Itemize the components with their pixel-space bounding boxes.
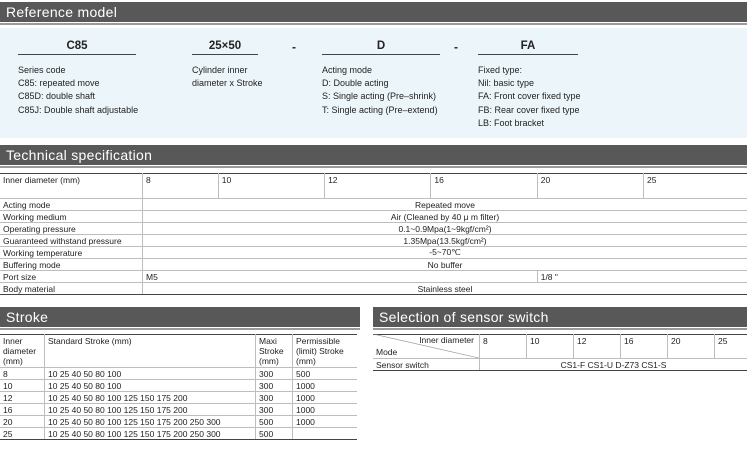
series-code: C85 — [18, 40, 136, 55]
stroke-header: Stroke — [0, 307, 360, 327]
table-row — [0, 223, 747, 235]
standard-stroke-cell: 10 25 40 50 80 100 125 150 175 200 — [45, 404, 256, 416]
desc-line: Acting mode — [322, 65, 373, 75]
spec-label: Port size — [0, 271, 143, 283]
port-size-large: 1/8 " — [537, 271, 747, 283]
diameter-cell: 12 — [0, 392, 45, 404]
limit-stroke-cell: 1000 — [293, 416, 358, 428]
column-header: Permissible (limit) Stroke (mm) — [293, 335, 358, 368]
spec-label: Working medium — [0, 211, 143, 223]
desc-line: Cylinder inner — [192, 65, 248, 75]
diameter-cell: 10 — [0, 380, 45, 392]
spec-label: Guaranteed withstand pressure — [0, 235, 143, 247]
table-row — [0, 283, 747, 295]
mode-label: Mode — [376, 347, 398, 357]
acting-mode-description — [322, 64, 438, 117]
diameter-cell: 10 — [527, 335, 574, 359]
reference-model-panel — [0, 28, 747, 138]
standard-stroke-cell: 10 25 40 50 80 100 — [45, 368, 256, 380]
size-description — [192, 64, 263, 90]
diagonal-header — [376, 335, 476, 357]
diameter-cell: 20 — [0, 416, 45, 428]
diameter-cell: 20 — [668, 335, 715, 359]
table-row — [0, 174, 747, 199]
spec-value: No buffer — [143, 259, 747, 271]
desc-line: S: Single acting (Pre–shrink) — [322, 91, 437, 102]
table-row — [0, 199, 747, 211]
diameter-cell: 16 — [0, 404, 45, 416]
column-header: Maxi Stroke (mm) — [256, 335, 293, 368]
inner-diameter-label: Inner diameter (mm) — [0, 174, 143, 199]
desc-line: Fixed type: — [478, 65, 523, 75]
limit-stroke-cell: 1000 — [293, 392, 358, 404]
spec-value: Stainless steel — [143, 283, 747, 295]
spec-label: Buffering mode — [0, 259, 143, 271]
fixed-type-code: FA — [478, 40, 578, 55]
size-code: 25×50 — [192, 40, 258, 55]
desc-line: LB: Foot bracket — [478, 117, 545, 128]
sensor-switch-header: Selection of sensor switch — [373, 307, 747, 327]
diameter-cell: 16 — [621, 335, 668, 359]
column-header: Inner diameter (mm) — [0, 335, 45, 368]
limit-stroke-cell: 1000 — [293, 380, 358, 392]
diameter-cell: 20 — [537, 174, 643, 199]
desc-line: C85D: double shaft — [18, 91, 96, 102]
limit-stroke-cell: 1000 — [293, 404, 358, 416]
table-row — [0, 392, 357, 404]
max-stroke-cell: 500 — [256, 416, 293, 428]
table-header-row — [373, 335, 747, 359]
diameter-cell: 12 — [574, 335, 621, 359]
standard-stroke-cell: 10 25 40 50 80 100 125 150 175 200 — [45, 392, 256, 404]
desc-line: C85J: Double shaft adjustable — [18, 104, 139, 115]
spec-value: 1.35Mpa(13.5kgf/cm²) — [143, 235, 747, 247]
diameter-cell: 10 — [218, 174, 324, 199]
table-header-row — [0, 335, 357, 368]
corner-cell — [373, 335, 480, 359]
technical-spec-table — [0, 173, 747, 295]
table-row — [0, 380, 357, 392]
column-header: Standard Stroke (mm) — [45, 335, 256, 368]
spec-value: Air (Cleaned by 40 μ m filter) — [143, 211, 747, 223]
port-size-small: M5 — [143, 271, 538, 283]
standard-stroke-cell: 10 25 40 50 80 100 — [45, 380, 256, 392]
technical-spec-header: Technical specification — [0, 145, 747, 165]
desc-line: Nil: basic type — [478, 78, 535, 89]
diameter-cell: 16 — [431, 174, 537, 199]
table-row — [0, 404, 357, 416]
table-row — [0, 271, 747, 283]
series-description — [18, 64, 138, 117]
diameter-cell: 8 — [143, 174, 219, 199]
spec-value: -5~70℃ — [143, 247, 747, 259]
table-row — [373, 359, 747, 371]
diameter-cell: 8 — [480, 335, 527, 359]
diameter-cell: 25 — [644, 174, 747, 199]
table-row — [0, 211, 747, 223]
spec-value: 0.1~0.9Mpa(1~9kgf/cm²) — [143, 223, 747, 235]
diameter-cell: 8 — [0, 368, 45, 380]
stroke-table — [0, 334, 357, 440]
max-stroke-cell: 500 — [256, 428, 293, 440]
limit-stroke-cell: 500 — [293, 368, 358, 380]
table-row — [0, 259, 747, 271]
desc-line: Series code — [18, 65, 66, 75]
desc-line: T: Single acting (Pre–extend) — [322, 104, 438, 115]
desc-line: D: Double acting — [322, 78, 389, 89]
sensor-switch-table — [373, 334, 747, 371]
desc-line: C85: repeated move — [18, 78, 100, 89]
max-stroke-cell: 300 — [256, 368, 293, 380]
table-row — [0, 235, 747, 247]
reference-model-header: Reference model — [0, 2, 747, 22]
dash-separator: - — [454, 40, 458, 54]
diameter-cell: 25 — [0, 428, 45, 440]
max-stroke-cell: 300 — [256, 392, 293, 404]
max-stroke-cell: 300 — [256, 404, 293, 416]
table-row — [0, 428, 357, 440]
inner-diameter-label: Inner diameter — [419, 335, 474, 345]
fixed-type-description — [478, 64, 581, 130]
spec-label: Operating pressure — [0, 223, 143, 235]
standard-stroke-cell: 10 25 40 50 80 100 125 150 175 200 250 300 — [45, 416, 256, 428]
dash-separator: - — [292, 40, 296, 54]
table-row — [0, 416, 357, 428]
max-stroke-cell: 300 — [256, 380, 293, 392]
sensor-switch-label: Sensor switch — [373, 359, 480, 371]
spec-label: Acting mode — [0, 199, 143, 211]
acting-mode-code: D — [322, 40, 440, 55]
desc-line: diameter x Stroke — [192, 78, 263, 89]
spec-label: Working temperature — [0, 247, 143, 259]
table-row — [0, 247, 747, 259]
spec-label: Body material — [0, 283, 143, 295]
diameter-cell: 12 — [325, 174, 431, 199]
desc-line: FA: Front cover fixed type — [478, 91, 581, 102]
sensor-switch-models: CS1-F CS1-U D-Z73 CS1-S — [480, 359, 747, 371]
desc-line: FB: Rear cover fixed type — [478, 104, 580, 115]
limit-stroke-cell — [293, 428, 358, 440]
spec-value: Repeated move — [143, 199, 747, 211]
standard-stroke-cell: 10 25 40 50 80 100 125 150 175 200 250 300 — [45, 428, 256, 440]
table-row — [0, 368, 357, 380]
diameter-cell: 25 — [715, 335, 747, 359]
